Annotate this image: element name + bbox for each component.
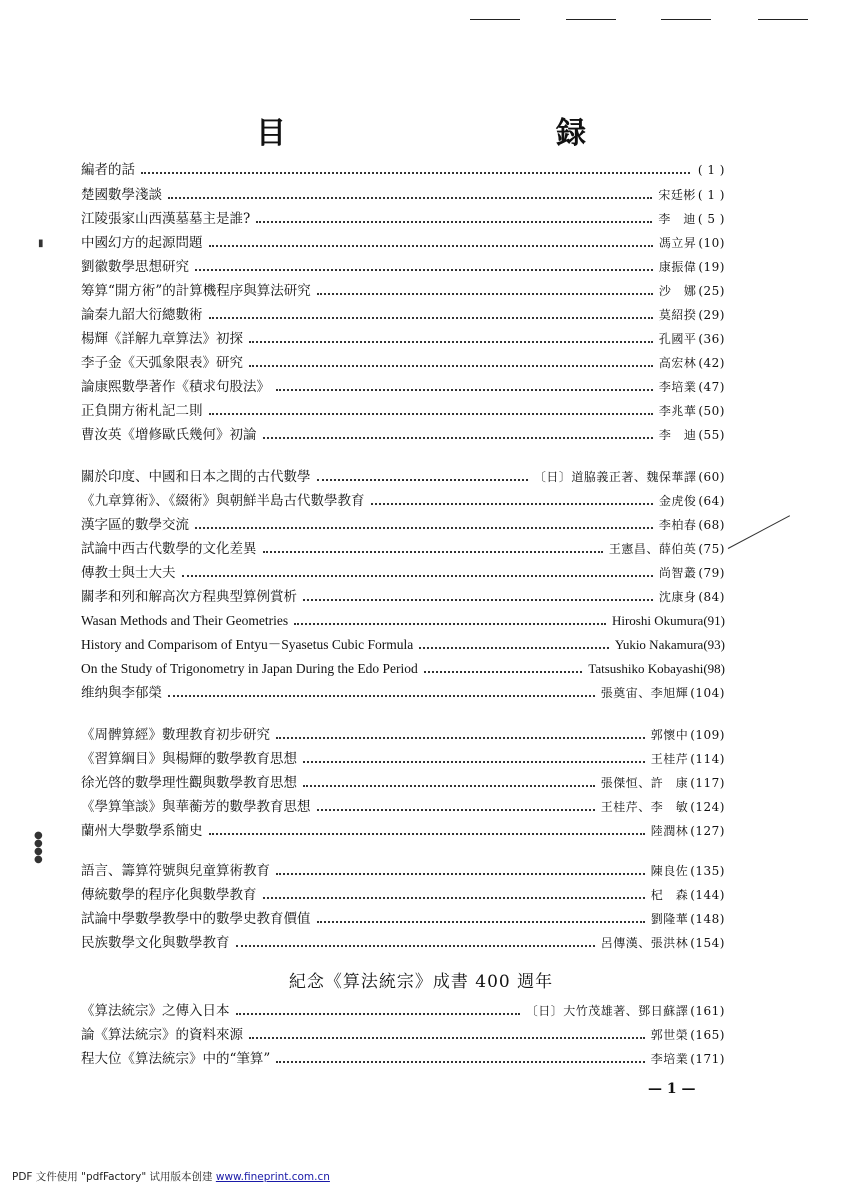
entry-author: 沈康身	[658, 590, 697, 604]
entry-title: 民族數學文化與數學教育	[81, 935, 230, 951]
entry-title: 編者的話	[81, 162, 135, 178]
dot-leader	[195, 268, 653, 271]
toc-entry[interactable]	[81, 230, 725, 252]
toc-entry[interactable]	[81, 206, 725, 228]
entry-title: 《九章算術》、《綴術》與朝鮮半島古代數學教育	[81, 493, 365, 509]
entry-page: (114)	[690, 752, 725, 766]
entry-title: 試論中西古代數學的文化差異	[81, 541, 257, 557]
toc-entry[interactable]	[81, 1046, 725, 1068]
entry-title: On the Study of Trigonometry in Japan During the Edo Period	[81, 661, 418, 676]
entry-author: Hiroshi Okumura	[611, 613, 704, 628]
entry-page: (127)	[690, 824, 725, 838]
entry-title: 論秦九韶大衍總數術	[81, 307, 203, 323]
top-rule	[566, 19, 616, 20]
toc-entry[interactable]	[81, 818, 725, 840]
entry-author: 王桂芹、李 敏	[600, 800, 689, 814]
entry-author: 高宏林	[658, 356, 697, 370]
entry-page: ( 1 )	[697, 163, 725, 177]
entry-page: (55)	[698, 428, 725, 442]
toc-entry[interactable]	[81, 998, 725, 1020]
entry-author: 李培業	[658, 380, 697, 394]
entry-author: 馮立昇	[658, 236, 697, 250]
dot-leader	[276, 872, 645, 875]
dot-leader	[263, 436, 653, 439]
entry-title: 中國幻方的起源問題	[81, 235, 203, 251]
entry-page: (68)	[698, 518, 725, 532]
toc-entry[interactable]	[81, 1022, 725, 1044]
entry-author: 王憲昌、薛伯英	[608, 542, 697, 556]
entry-author: 沙 娜	[658, 284, 697, 298]
toc-entry[interactable]	[81, 858, 725, 880]
toc-entry[interactable]	[81, 254, 725, 276]
entry-page: (171)	[690, 1052, 725, 1066]
toc-entry[interactable]	[81, 464, 725, 486]
dot-leader	[209, 412, 653, 415]
pdf-footer	[12, 1169, 330, 1184]
toc-entry[interactable]	[81, 560, 725, 582]
toc-entry[interactable]	[81, 722, 725, 744]
entry-author: 李 迪	[658, 212, 696, 226]
dot-leader	[249, 1036, 645, 1039]
entry-page: (135)	[690, 864, 725, 878]
dot-leader	[182, 574, 653, 577]
entry-title: 漢字區的數學交流	[81, 517, 189, 533]
entry-author: 郭世榮	[650, 1028, 689, 1042]
entry-author: 康振偉	[658, 260, 697, 274]
toc-entry[interactable]	[81, 422, 725, 444]
dot-leader	[303, 784, 595, 787]
entry-title: 傳統數學的程序化與數學教育	[81, 887, 257, 903]
top-rule	[758, 19, 808, 20]
toc-entry[interactable]	[81, 182, 725, 204]
page-title: 目 録	[256, 116, 656, 151]
entry-page: (29)	[698, 308, 725, 322]
entry-author: 金虎俊	[658, 494, 697, 508]
toc-entry[interactable]	[81, 398, 725, 420]
entry-page: (144)	[690, 888, 725, 902]
entry-title: Wasan Methods and Their Geometries	[81, 613, 289, 628]
dot-leader	[424, 670, 583, 673]
entry-author: 李柏春	[658, 518, 697, 532]
entry-author: 陳良佐	[650, 864, 689, 878]
entry-author: Yukio Nakamura	[614, 637, 704, 652]
entry-page: (148)	[690, 912, 725, 926]
entry-author: 宋廷彬	[658, 188, 696, 202]
entry-title: 傳教士與士大夫	[81, 565, 176, 581]
dot-leader	[317, 808, 595, 811]
pencil-stroke	[728, 515, 790, 549]
entry-page: ( 1 )	[697, 188, 725, 202]
dot-leader	[236, 1012, 520, 1015]
entry-title: 試論中學數學教學中的數學史教育價值	[81, 911, 311, 927]
entry-page: (60)	[698, 470, 725, 484]
toc-entry[interactable]	[81, 770, 725, 792]
toc-entry[interactable]	[81, 488, 725, 510]
toc-entry[interactable]	[81, 512, 725, 534]
footer-link[interactable]: www.fineprint.com.cn	[215, 1171, 330, 1183]
entry-author: 杞 森	[650, 888, 689, 902]
entry-page: (50)	[698, 404, 725, 418]
toc-entry[interactable]	[81, 882, 725, 904]
entry-page: (47)	[698, 380, 725, 394]
top-rule	[470, 19, 520, 20]
entry-page: (93)	[703, 637, 725, 652]
entry-title: 劉徽數學思想研究	[81, 259, 189, 275]
entry-author: 李兆華	[658, 404, 697, 418]
entry-page: (10)	[698, 236, 725, 250]
entry-page: (117)	[690, 776, 725, 790]
toc-entry[interactable]	[81, 157, 725, 179]
entry-title: 正負開方術札記二則	[81, 403, 203, 419]
top-rule	[661, 19, 711, 20]
entry-page: (104)	[690, 686, 725, 700]
dot-leader	[371, 502, 653, 505]
entry-page: (75)	[698, 542, 725, 556]
entry-title: 曹汝英《增修歐氏幾何》初論	[81, 427, 257, 443]
entry-title: 楚國數學淺談	[81, 187, 162, 203]
entry-author: 張奠宙、李旭輝	[600, 686, 689, 700]
margin-mark: ● ● ● ●	[34, 830, 43, 865]
dot-leader	[276, 736, 645, 739]
toc-entry[interactable]	[81, 906, 725, 928]
dot-leader	[168, 694, 595, 697]
entry-page: (91)	[703, 613, 725, 628]
entry-title: History and Comparisom of Entyu－Syasetus Cubic Formula	[81, 637, 414, 652]
entry-title: 論《算法統宗》的資料來源	[81, 1027, 243, 1043]
entry-page: (98)	[703, 661, 725, 676]
entry-page: ( 5 )	[697, 212, 725, 226]
entry-title: 蘭州大學數學系簡史	[81, 823, 203, 839]
dot-leader	[276, 388, 653, 391]
toc-entry[interactable]	[81, 584, 725, 606]
toc-entry[interactable]	[81, 536, 725, 558]
dot-leader	[209, 832, 645, 835]
dot-leader	[249, 340, 653, 343]
entry-author: 〔日〕道脇義正著、魏保華譯	[533, 470, 697, 484]
toc-entry[interactable]	[81, 794, 725, 816]
entry-author: 陸潤林	[650, 824, 689, 838]
entry-author: Tatsushiko Kobayashi	[588, 661, 704, 676]
toc-entry[interactable]	[81, 302, 725, 324]
entry-author: 李培業	[650, 1052, 689, 1066]
dot-leader	[168, 196, 652, 199]
dot-leader	[303, 598, 653, 601]
entry-title: 論康熙數學著作《積求句股法》	[81, 379, 270, 395]
entry-author: 孔國平	[658, 332, 697, 346]
margin-mark: ▮	[38, 238, 44, 249]
entry-title: 徐光啓的數學理性觀與數學教育思想	[81, 775, 297, 791]
entry-title: 《習算綱目》與楊輝的數學教育思想	[81, 751, 297, 767]
dot-leader	[294, 622, 606, 625]
entry-title: 《周髀算經》數理教育初步研究	[81, 727, 270, 743]
entry-page: (79)	[698, 566, 725, 580]
entry-page: (64)	[698, 494, 725, 508]
toc-entry[interactable]	[81, 746, 725, 768]
dot-leader	[419, 646, 609, 649]
toc-entry[interactable]	[81, 374, 725, 396]
entry-title: 筹算“開方術”的計算機程序與算法研究	[81, 283, 311, 299]
entry-title: 《學算筆談》與華蘅芳的數學教育思想	[81, 799, 311, 815]
toc-entry[interactable]	[81, 350, 725, 372]
entry-page: (165)	[690, 1028, 725, 1042]
entry-author: 莫紹揆	[658, 308, 697, 322]
entry-author: 劉隆華	[650, 912, 689, 926]
dot-leader	[195, 526, 653, 529]
entry-page: (109)	[690, 728, 725, 742]
entry-title: 《算法統宗》之傳入日本	[81, 1003, 230, 1019]
entry-title: 語言、籌算符號與兒童算術教育	[81, 863, 270, 879]
toc-entry[interactable]	[81, 656, 725, 678]
entry-author: 〔日〕大竹茂雄著、鄧日蘇譯	[525, 1004, 689, 1018]
dot-leader	[263, 550, 603, 553]
entry-author: 呂傳漢、張洪林	[600, 936, 689, 950]
entry-page: (42)	[698, 356, 725, 370]
entry-page: (161)	[690, 1004, 725, 1018]
toc-entry[interactable]	[81, 632, 725, 654]
entry-author: 郭懷中	[650, 728, 689, 742]
footer-text: PDF 文件使用 "pdfFactory" 试用版本创建	[12, 1171, 216, 1183]
dot-leader	[256, 220, 652, 223]
dot-leader	[249, 364, 653, 367]
section-heading: 紀念《算法統宗》成書 400 週年	[288, 972, 554, 992]
page-number: — 1 —	[648, 1081, 696, 1097]
entry-title: 李子金《天弧象限表》研究	[81, 355, 243, 371]
entry-author: 王桂芹	[650, 752, 689, 766]
entry-title: 關於印度、中國和日本之間的古代數學	[81, 469, 311, 485]
entry-title: 程大位《算法統宗》中的“筆算”	[81, 1051, 271, 1067]
entry-page: (25)	[698, 284, 725, 298]
entry-title: 维纳與李郁榮	[81, 685, 162, 701]
toc-entry[interactable]	[81, 608, 725, 630]
dot-leader	[317, 920, 645, 923]
entry-page: (124)	[690, 800, 725, 814]
entry-page: (36)	[698, 332, 725, 346]
dot-leader	[141, 171, 690, 174]
dot-leader	[303, 760, 645, 763]
dot-leader	[317, 478, 528, 481]
dot-leader	[236, 944, 595, 947]
dot-leader	[276, 1060, 644, 1063]
entry-page: (84)	[698, 590, 725, 604]
toc-entry[interactable]	[81, 326, 725, 348]
entry-page: (154)	[690, 936, 725, 950]
toc-entry[interactable]	[81, 278, 725, 300]
dot-leader	[263, 896, 645, 899]
entry-title: 關孝和列和解高次方程典型算例賞析	[81, 589, 297, 605]
entry-author: 李 迪	[658, 428, 697, 442]
entry-title: 江陵張家山西漢墓墓主是誰?	[81, 211, 251, 227]
entry-title: 楊輝《詳解九章算法》初探	[81, 331, 243, 347]
entry-page: (19)	[698, 260, 725, 274]
entry-author: 張傑恒、許 康	[600, 776, 689, 790]
toc-entry[interactable]	[81, 930, 725, 952]
toc-entry[interactable]	[81, 680, 725, 702]
dot-leader	[209, 244, 653, 247]
dot-leader	[317, 292, 653, 295]
entry-author: 尚智叢	[658, 566, 697, 580]
dot-leader	[209, 316, 653, 319]
